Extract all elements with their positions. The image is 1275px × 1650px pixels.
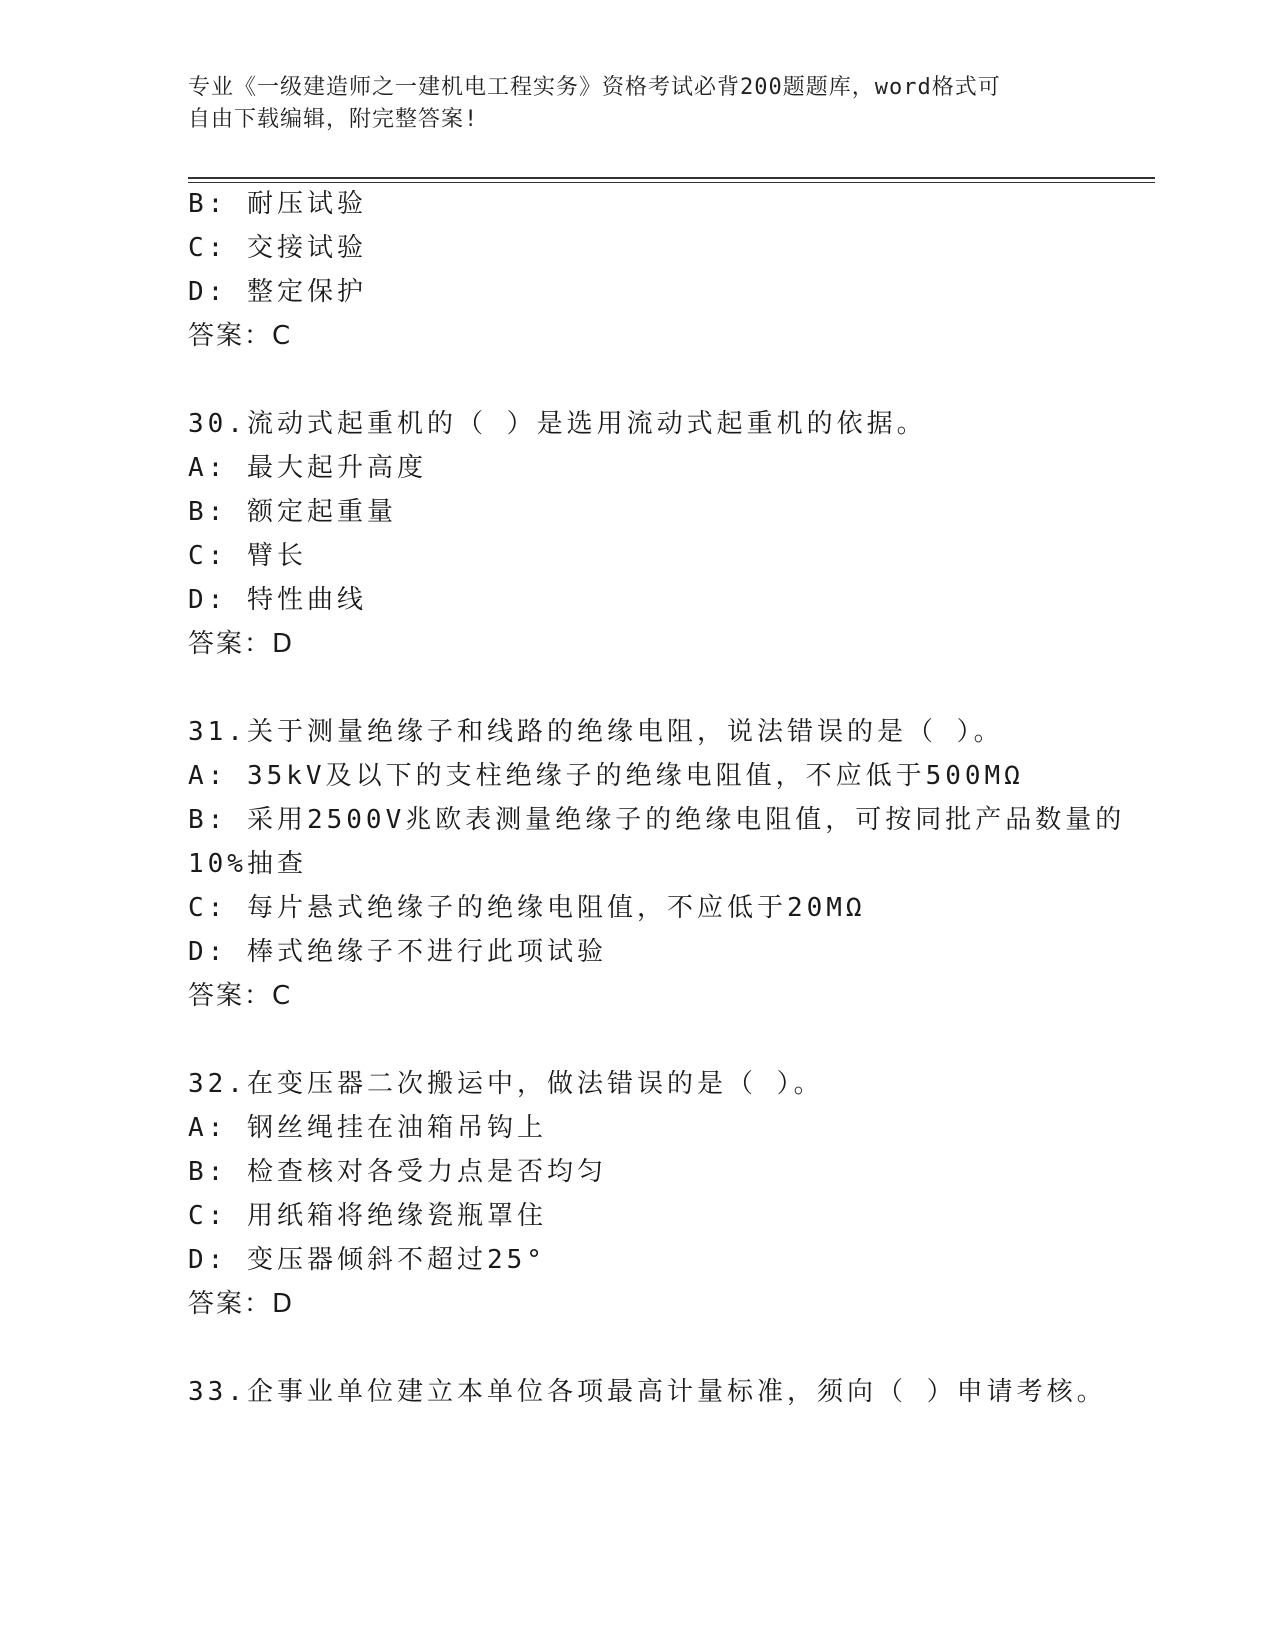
q30-option-b: B: 额定起重量 — [188, 497, 397, 527]
header-divider-thin — [188, 182, 1155, 183]
q30-option-a: A: 最大起升高度 — [188, 453, 427, 483]
q29-option-d: D: 整定保护 — [188, 277, 367, 307]
q29-option-c: C: 交接试验 — [188, 233, 367, 263]
q32-answer: 答案：D — [188, 1289, 295, 1319]
page-header — [188, 72, 1088, 136]
q31-option-c: C: 每片悬式绝缘子的绝缘电阻值，不应低于20MΩ — [188, 893, 866, 923]
q32-option-b: B: 检查核对各受力点是否均匀 — [188, 1157, 607, 1187]
q31-stem: 31.关于测量绝缘子和线路的绝缘电阻，说法错误的是（ ）。 — [188, 717, 1004, 747]
q29-option-b: B: 耐压试验 — [188, 189, 367, 219]
header-line-1: 专业《一级建造师之一建机电工程实务》资格考试必背200题题库，word格式可 — [188, 75, 1001, 100]
q30-option-c: C: 臂长 — [188, 541, 307, 571]
header-line-2: 自由下载编辑，附完整答案! — [188, 107, 479, 132]
q31-answer: 答案：C — [188, 981, 293, 1011]
q32-option-c: C: 用纸箱将绝缘瓷瓶罩住 — [188, 1201, 547, 1231]
q32-option-a: A: 钢丝绳挂在油箱吊钩上 — [188, 1113, 547, 1143]
q32-option-d: D: 变压器倾斜不超过25° — [188, 1245, 546, 1275]
q31-option-a: A: 35kV及以下的支柱绝缘子的绝缘电阻值，不应低于500MΩ — [188, 761, 1024, 791]
q31-option-d: D: 棒式绝缘子不进行此项试验 — [188, 937, 607, 967]
q32-stem: 32.在变压器二次搬运中，做法错误的是（ ）。 — [188, 1069, 824, 1099]
q31-option-b-line1: B: 采用2500V兆欧表测量绝缘子的绝缘电阻值，可按同批产品数量的 — [188, 805, 1126, 835]
q30-option-d: D: 特性曲线 — [188, 585, 367, 615]
q30-stem: 30.流动式起重机的（ ）是选用流动式起重机的依据。 — [188, 409, 927, 439]
q29-answer: 答案：C — [188, 321, 293, 351]
header-divider-thick — [188, 177, 1155, 179]
q33-stem: 33.企事业单位建立本单位各项最高计量标准，须向（ ）申请考核。 — [188, 1377, 1107, 1407]
q31-option-b-line2: 10%抽查 — [188, 849, 307, 879]
q30-answer: 答案：D — [188, 629, 295, 659]
